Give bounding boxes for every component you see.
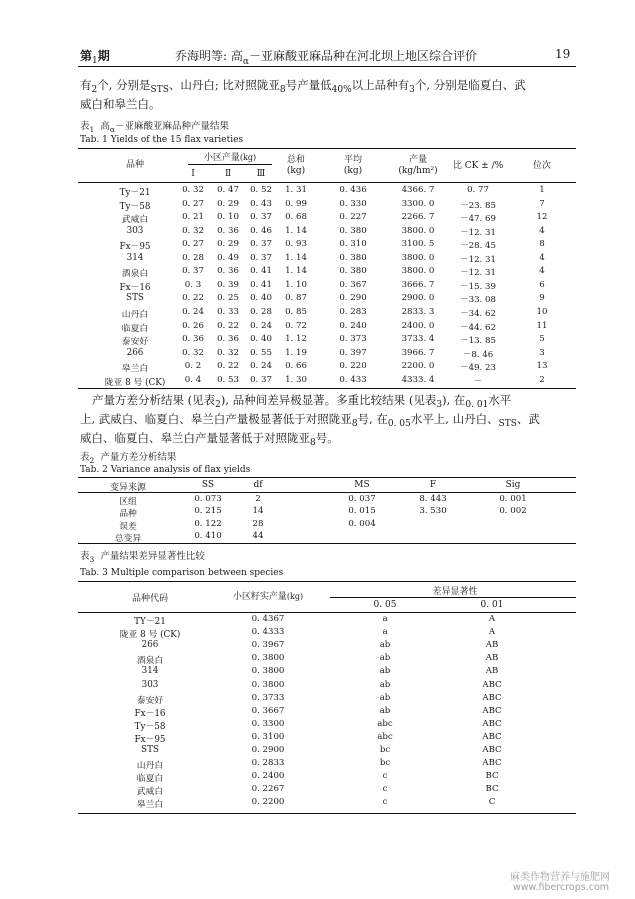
- t1-header-variety: 品种: [125, 160, 145, 170]
- t1-cell-rank: 9: [539, 293, 545, 303]
- t1-cell-mean: 0. 380: [339, 253, 367, 263]
- t1-cell-r2: 0. 22: [217, 321, 239, 331]
- t3-cell-yield: 0. 2200: [251, 797, 285, 807]
- t1-cell-name: 陇亚 8 号 (CK): [104, 378, 166, 388]
- t1-cell-name: 泰安好: [121, 337, 149, 347]
- t3-cell-p01: AB: [485, 653, 499, 663]
- t1-cell-yield: 3966. 7: [401, 348, 435, 358]
- t1-cell-ck: －23. 85: [460, 201, 496, 211]
- t1-cell-total: 1. 14: [285, 226, 307, 236]
- t1-cell-ck: －15. 39: [460, 282, 496, 292]
- t2-header-0: 变异来源: [109, 483, 147, 493]
- t1-cell-total: 1. 14: [285, 253, 307, 263]
- t1-cell-mean: 0. 240: [339, 321, 367, 331]
- t1-cell-r3: 0. 46: [250, 226, 272, 236]
- t1-cell-name: 314: [126, 253, 144, 263]
- t1-cell-r1: 0. 32: [182, 185, 204, 195]
- paragraph-2-line-3: 威白、临夏白、皋兰白产量显著低于对照陇亚$_8$号。: [80, 431, 339, 448]
- t3-cell-p01: A: [488, 627, 496, 637]
- t1-cell-yield: 2900. 0: [401, 293, 435, 303]
- t1-cell-name: 山丹白: [121, 310, 149, 320]
- t3-cell-yield: 0. 2900: [251, 745, 285, 755]
- t1-cell-total: 1. 10: [285, 280, 307, 290]
- t2-cell-df: 28: [252, 519, 264, 529]
- t1-cell-mean: 0. 283: [339, 307, 367, 317]
- t3-cell-yield: 0. 3100: [251, 732, 285, 742]
- t1-cell-name: 303: [126, 226, 144, 236]
- t1-cell-r3: 0. 40: [250, 334, 272, 344]
- table-3-caption-en: Tab. 3 Multiple comparison between species: [80, 568, 284, 578]
- t2-cell-ss: 0. 215: [194, 506, 222, 516]
- t1-cell-ck: －44. 62: [460, 323, 496, 333]
- t1-cell-r2: 0. 36: [217, 334, 239, 344]
- t1-cell-ck: －33. 08: [460, 295, 496, 305]
- paragraph-1-line-2: 威白和皋兰白。: [80, 97, 161, 111]
- t1-cell-rank: 4: [539, 266, 545, 276]
- t1-header-rank: 位次: [532, 161, 552, 171]
- t2-cell-sig: 0. 001: [499, 494, 527, 504]
- t1-cell-yield: 4366. 7: [401, 185, 435, 195]
- t1-cell-r2: 0. 10: [217, 212, 239, 222]
- t1-cell-r3: 0. 37: [250, 375, 272, 385]
- t1-cell-mean: 0. 290: [339, 293, 367, 303]
- t1-cell-r2: 0. 29: [217, 199, 239, 209]
- t1-cell-r3: 0. 41: [250, 280, 272, 290]
- t2-cell-ms: 0. 037: [348, 494, 376, 504]
- t1-cell-rank: 4: [539, 226, 545, 236]
- t3-cell-code: 303: [141, 680, 159, 690]
- t1-cell-rank: 2: [539, 375, 545, 385]
- t3-cell-code: 314: [141, 666, 159, 676]
- t1-cell-ck: －12. 31: [460, 255, 496, 265]
- t1-cell-ck: －47. 69: [460, 214, 496, 224]
- t3-cell-code: Fx－95: [134, 735, 166, 745]
- t1-cell-total: 0. 93: [285, 239, 307, 249]
- t1-cell-mean: 0. 367: [339, 280, 367, 290]
- t1-cell-rank: 13: [536, 361, 548, 371]
- t3-cell-p05: abc: [377, 732, 393, 742]
- t3-cell-p05: c: [382, 771, 388, 781]
- issue-label: 第$_1$期: [80, 49, 110, 66]
- t3-cell-p05: a: [382, 614, 388, 624]
- t2-cell-f: 8. 443: [419, 494, 447, 504]
- paragraph-1-line-1: 有$_2$个, 分别是$_{STS}$、山丹白; 比对照陇亚$_8$号产量低$_{40\%}$以上品种有$_3$个, 分别是临夏白、武: [80, 78, 526, 95]
- t1-cell-r3: 0. 24: [250, 361, 272, 371]
- t1-cell-r2: 0. 49: [217, 253, 239, 263]
- t1-cell-yield: 3800. 0: [401, 253, 435, 263]
- t3-cell-p05: ab: [379, 640, 391, 650]
- t1-cell-r1: 0. 21: [182, 212, 204, 222]
- page-number: 19: [555, 47, 571, 61]
- t3-cell-code: Ty－58: [134, 722, 166, 732]
- t1-cell-r3: 0. 52: [250, 185, 272, 195]
- t1-cell-r2: 0. 32: [217, 348, 239, 358]
- t2-cell-source: 品种: [119, 509, 137, 519]
- t3-cell-yield: 0. 3667: [251, 706, 285, 716]
- t3-header-code: 品种代码: [131, 594, 169, 604]
- t2-cell-ms: 0. 004: [348, 519, 376, 529]
- t1-cell-r2: 0. 33: [217, 307, 239, 317]
- t1-header-yield: 产量: [408, 155, 428, 165]
- watermark-site-name: 麻类作物营养与施肥网: [510, 872, 610, 883]
- t3-cell-yield: 0. 3300: [251, 719, 285, 729]
- t1-cell-yield: 2833. 3: [401, 307, 435, 317]
- t1-cell-ck: －28. 45: [460, 241, 496, 251]
- t1-cell-name: Fx－16: [119, 283, 151, 293]
- t3-cell-code: 泰安好: [136, 696, 164, 706]
- t1-cell-r3: 0. 37: [250, 212, 272, 222]
- t2-cell-ss: 0. 410: [194, 531, 222, 541]
- t1-cell-r2: 0. 29: [217, 239, 239, 249]
- t1-cell-r1: 0. 28: [182, 253, 204, 263]
- t2-header-1: SS: [201, 480, 215, 490]
- t1-cell-rank: 10: [536, 307, 548, 317]
- t3-cell-p01: ABC: [482, 706, 502, 716]
- t2-cell-source: 误差: [119, 522, 137, 532]
- t3-cell-code: 皋兰白: [136, 800, 164, 810]
- t2-cell-ms: 0. 015: [348, 506, 376, 516]
- t1-cell-r1: 0. 3: [184, 280, 202, 290]
- t1-cell-yield: 3300. 0: [401, 199, 435, 209]
- t1-cell-ck: 0. 77: [467, 185, 489, 195]
- t1-cell-name: 武威白: [121, 215, 149, 225]
- t2-header-3: MS: [354, 480, 370, 490]
- t3-cell-code: Fx－16: [134, 709, 166, 719]
- t1-cell-r1: 0. 32: [182, 348, 204, 358]
- t1-cell-r1: 0. 26: [182, 321, 204, 331]
- t1-cell-r2: 0. 22: [217, 361, 239, 371]
- t2-cell-ss: 0. 073: [194, 494, 222, 504]
- t1-cell-ck: －34. 62: [460, 309, 496, 319]
- t3-cell-yield: 0. 2267: [251, 784, 285, 794]
- t1-cell-ck: －8. 46: [462, 350, 494, 360]
- t3-cell-p01: AB: [485, 666, 499, 676]
- t1-cell-r3: 0. 40: [250, 293, 272, 303]
- t3-cell-code: 山丹白: [136, 761, 164, 771]
- t1-cell-yield: 2200. 0: [401, 361, 435, 371]
- t1-cell-total: 0. 66: [285, 361, 307, 371]
- t1-cell-r3: 0. 24: [250, 321, 272, 331]
- watermark-url: www.fibercrops.com: [513, 882, 610, 893]
- t1-cell-mean: 0. 380: [339, 266, 367, 276]
- t1-cell-r3: 0. 43: [250, 199, 272, 209]
- t1-cell-ck: －12. 31: [460, 268, 496, 278]
- t3-cell-yield: 0. 4333: [251, 627, 285, 637]
- t3-cell-p05: ab: [379, 680, 391, 690]
- t1-cell-rank: 11: [536, 321, 548, 331]
- t1-cell-yield: 3800. 0: [401, 226, 435, 236]
- t3-header-p01: 0. 01: [480, 600, 504, 610]
- t3-cell-p05: ab: [379, 693, 391, 703]
- t1-cell-yield: 2266. 7: [401, 212, 435, 222]
- t3-cell-code: TY－21: [134, 617, 166, 627]
- t2-cell-source: 区组: [119, 497, 137, 507]
- t1-cell-name: STS: [126, 293, 144, 303]
- table-2-caption: 表$_2$ 产量方差分析结果: [80, 452, 177, 465]
- t1-cell-total: 0. 72: [285, 321, 307, 331]
- t1-cell-yield: 3666. 7: [401, 280, 435, 290]
- t1-cell-r1: 0. 22: [182, 293, 204, 303]
- t1-cell-r3: 0. 55: [250, 348, 272, 358]
- t3-cell-p05: ab: [379, 666, 391, 676]
- t1-cell-ck: －49. 23: [460, 363, 496, 373]
- table-2-caption-en: Tab. 2 Variance analysis of flax yields: [80, 465, 251, 475]
- t1-cell-r1: 0. 2: [184, 361, 202, 371]
- t1-header-compare: 比 CK ± /%: [452, 161, 504, 171]
- t3-cell-code: 陇亚 8 号 (CK): [119, 630, 181, 640]
- table-3-caption: 表$_3$ 产量结果差异显著性比较: [80, 551, 205, 564]
- t1-cell-r1: 0. 36: [182, 334, 204, 344]
- t2-cell-sig: 0. 002: [499, 506, 527, 516]
- t1-cell-total: 0. 85: [285, 307, 307, 317]
- t3-header-significance: 差异显著性: [432, 587, 478, 597]
- t1-header-rep2: Ⅱ: [224, 169, 232, 179]
- t1-cell-name: 临夏白: [121, 324, 149, 334]
- t1-cell-total: 1. 30: [285, 375, 307, 385]
- t3-cell-p05: c: [382, 784, 388, 794]
- t1-header-total-unit: (kg): [286, 166, 306, 176]
- t3-cell-p01: ABC: [482, 680, 502, 690]
- t1-cell-mean: 0. 373: [339, 334, 367, 344]
- t1-cell-ck: －13. 85: [460, 336, 496, 346]
- t1-cell-mean: 0. 380: [339, 226, 367, 236]
- t1-cell-yield: 2400. 0: [401, 321, 435, 331]
- t3-header-yield: 小区籽实产量(kg): [232, 592, 304, 602]
- t1-cell-rank: 3: [539, 348, 545, 358]
- t1-cell-r3: 0. 37: [250, 239, 272, 249]
- t1-cell-rank: 12: [536, 212, 548, 222]
- t2-cell-ss: 0. 122: [194, 519, 222, 529]
- t1-cell-name: Ty－58: [119, 202, 151, 212]
- t1-cell-ck: －: [473, 377, 483, 387]
- t3-cell-p05: a: [382, 627, 388, 637]
- t3-cell-p01: ABC: [482, 758, 502, 768]
- t1-cell-r2: 0. 25: [217, 293, 239, 303]
- t1-cell-rank: 4: [539, 253, 545, 263]
- t3-cell-p01: A: [488, 614, 496, 624]
- t1-cell-rank: 1: [539, 185, 545, 195]
- t3-cell-p05: ab: [379, 653, 391, 663]
- t1-cell-r2: 0. 39: [217, 280, 239, 290]
- t3-cell-code: 临夏白: [136, 774, 164, 784]
- t1-cell-mean: 0. 220: [339, 361, 367, 371]
- t1-cell-r1: 0. 27: [182, 239, 204, 249]
- t3-cell-p01: BC: [485, 784, 499, 794]
- paragraph-2-line-2: 上, 武威白、临夏白、皋兰白产量极显著低于对照陇亚$_8$号, 在$_{0. 05}$水平上, 山丹白、$_{STS}$、武: [80, 412, 540, 429]
- t3-cell-p05: ab: [379, 706, 391, 716]
- t1-cell-r3: 0. 37: [250, 253, 272, 263]
- t2-cell-df: 14: [252, 506, 264, 516]
- t3-cell-p05: bc: [379, 758, 391, 768]
- t1-cell-total: 0. 68: [285, 212, 307, 222]
- t1-header-total: 总和: [286, 155, 306, 165]
- t1-cell-mean: 0. 227: [339, 212, 367, 222]
- t3-cell-yield: 0. 2400: [251, 771, 285, 781]
- t1-cell-r2: 0. 47: [217, 185, 239, 195]
- t3-cell-p05: c: [382, 797, 388, 807]
- t1-cell-total: 1. 14: [285, 266, 307, 276]
- t3-cell-p01: AB: [485, 640, 499, 650]
- t3-cell-p01: ABC: [482, 745, 502, 755]
- t1-cell-r1: 0. 4: [184, 375, 202, 385]
- t1-header-mean: 平均: [343, 155, 363, 165]
- t1-cell-yield: 3800. 0: [401, 266, 435, 276]
- table-1-caption: 表$_1$ 高$_\alpha$－亚麻酸亚麻品种产量结果: [80, 121, 229, 134]
- t3-cell-yield: 0. 3967: [251, 640, 285, 650]
- t1-cell-rank: 7: [539, 199, 545, 209]
- t2-cell-df: 44: [252, 531, 264, 541]
- t3-cell-yield: 0. 2833: [251, 758, 285, 768]
- t1-cell-yield: 3100. 5: [401, 239, 435, 249]
- t3-cell-yield: 0. 4367: [251, 614, 285, 624]
- t3-cell-p05: bc: [379, 745, 391, 755]
- t1-cell-yield: 4333. 4: [401, 375, 435, 385]
- t3-cell-code: STS: [141, 745, 159, 755]
- t2-header-4: F: [429, 480, 437, 490]
- t1-cell-r3: 0. 28: [250, 307, 272, 317]
- t3-cell-p05: abc: [377, 719, 393, 729]
- t1-cell-total: 0. 99: [285, 199, 307, 209]
- t2-header-5: Sig: [505, 480, 521, 490]
- t1-cell-r1: 0. 32: [182, 226, 204, 236]
- t1-header-mean-unit: (kg): [343, 166, 363, 176]
- t3-cell-yield: 0. 3800: [251, 666, 285, 676]
- t1-cell-r1: 0. 27: [182, 199, 204, 209]
- t3-cell-code: 266: [141, 640, 159, 650]
- t3-cell-code: 武威白: [136, 787, 164, 797]
- paragraph-2-line-1: 产量方差分析结果 (见表$_2$), 品种间差异极显著。多重比较结果 (见表$_3$), 在$_{0. 01}$水平: [92, 393, 512, 410]
- t2-cell-source: 总变异: [114, 534, 142, 544]
- t1-cell-mean: 0. 330: [339, 199, 367, 209]
- t1-cell-name: 皋兰白: [121, 364, 149, 374]
- t1-header-rep3: Ⅲ: [256, 169, 266, 179]
- t1-cell-r2: 0. 53: [217, 375, 239, 385]
- t1-cell-yield: 3733. 4: [401, 334, 435, 344]
- t1-cell-rank: 8: [539, 239, 545, 249]
- t1-header-yield-unit: (kg/hm²): [398, 166, 438, 176]
- t1-cell-r1: 0. 37: [182, 266, 204, 276]
- t1-cell-r1: 0. 24: [182, 307, 204, 317]
- t1-cell-mean: 0. 433: [339, 375, 367, 385]
- t3-cell-code: 酒泉白: [136, 656, 164, 666]
- t3-cell-p01: ABC: [482, 732, 502, 742]
- t3-cell-p01: C: [488, 797, 496, 807]
- t3-cell-yield: 0. 3800: [251, 680, 285, 690]
- t2-cell-f: 3. 530: [419, 506, 447, 516]
- t1-cell-total: 1. 31: [285, 185, 307, 195]
- t3-cell-p01: BC: [485, 771, 499, 781]
- t3-header-p05: 0. 05: [373, 600, 397, 610]
- t1-cell-mean: 0. 310: [339, 239, 367, 249]
- t1-cell-total: 1. 19: [285, 348, 307, 358]
- t3-cell-yield: 0. 3733: [251, 693, 285, 703]
- t1-cell-rank: 6: [539, 280, 545, 290]
- t1-cell-name: Fx－95: [119, 242, 151, 252]
- t1-cell-name: 酒泉白: [121, 269, 149, 279]
- t2-header-2: df: [253, 480, 263, 490]
- t1-cell-r2: 0. 36: [217, 226, 239, 236]
- t3-cell-p01: ABC: [482, 693, 502, 703]
- t1-cell-total: 1. 12: [285, 334, 307, 344]
- t2-cell-df: 2: [255, 494, 261, 504]
- t1-cell-ck: －12. 31: [460, 228, 496, 238]
- t1-header-plot-yield: 小区产量(kg): [203, 153, 257, 163]
- t1-cell-mean: 0. 397: [339, 348, 367, 358]
- t1-cell-name: Ty－21: [119, 188, 151, 198]
- t1-cell-name: 266: [126, 348, 144, 358]
- t1-cell-mean: 0. 436: [339, 185, 367, 195]
- running-title: 乔海明等: 高$_\alpha$－亚麻酸亚麻品种在河北坝上地区综合评价: [175, 49, 477, 67]
- t3-cell-yield: 0. 3800: [251, 653, 285, 663]
- t1-cell-r3: 0. 41: [250, 266, 272, 276]
- t3-cell-p01: ABC: [482, 719, 502, 729]
- table-1-caption-en: Tab. 1 Yields of the 15 flax varieties: [80, 135, 244, 145]
- t1-cell-rank: 5: [539, 334, 545, 344]
- t1-cell-r2: 0. 36: [217, 266, 239, 276]
- t1-header-rep1: Ⅰ: [191, 169, 195, 179]
- t1-cell-total: 0. 87: [285, 293, 307, 303]
